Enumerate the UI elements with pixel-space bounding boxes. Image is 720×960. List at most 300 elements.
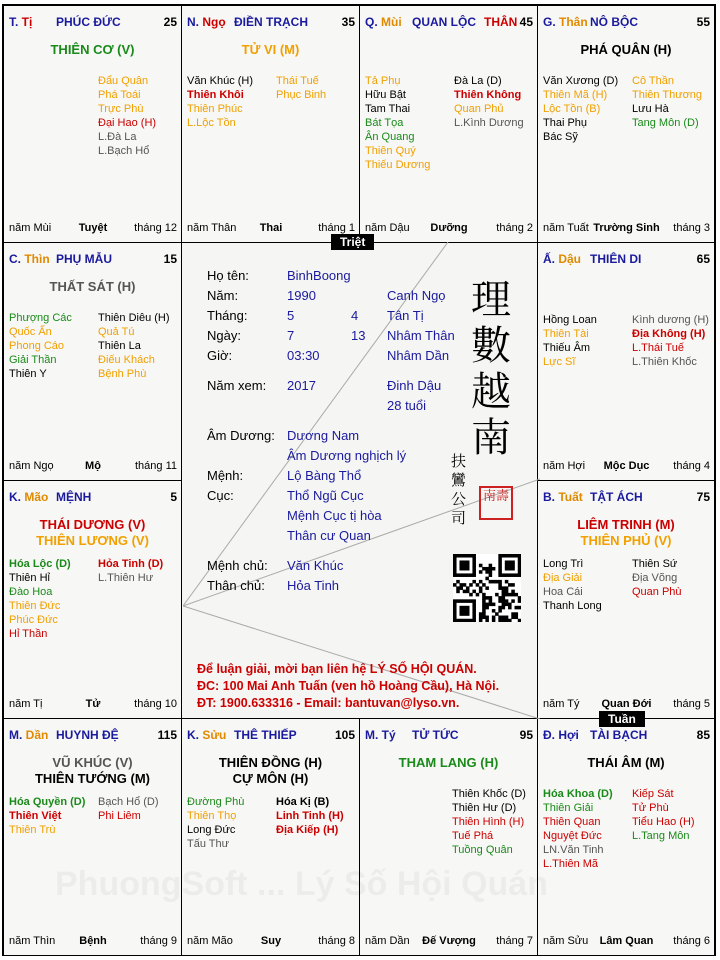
minor-star: Ân Quang: [365, 131, 415, 143]
footer-cycle-stage: Dưỡng: [430, 222, 468, 234]
palace-name: [56, 728, 119, 742]
palace-name-text: NÔ BỘC: [590, 15, 638, 29]
palace-stem-branch: [365, 728, 396, 742]
center-info-panel: [183, 242, 540, 719]
calligraphy-char: 南: [471, 415, 511, 461]
info-can-chi: Canh Ngọ: [387, 288, 446, 303]
minor-star: Thiên La: [98, 340, 141, 352]
footer-year: năm Tý: [543, 698, 580, 710]
palace-age-number: 45: [519, 15, 533, 29]
palace-cell: [537, 242, 715, 481]
contact-line: ĐT: 1900.633316 - Email: bantuvan@lyso.vn.: [197, 696, 460, 710]
minor-star: Thiếu Âm: [543, 342, 591, 354]
minor-star: Thiên Thương: [632, 89, 703, 101]
minor-star: Trực Phù: [98, 103, 144, 115]
am-duong-value: Dương Nam: [287, 428, 360, 443]
minor-star: Phúc Đức: [9, 614, 58, 626]
palace-footer: [543, 935, 710, 949]
minor-stars-right: [632, 74, 702, 130]
palace-cell: [359, 5, 538, 243]
palace-cell: [3, 5, 182, 243]
palace-branch: Dậu: [558, 252, 582, 266]
info-can-chi: Nhâm Thân: [387, 328, 455, 343]
palace-stem: Ấ.: [543, 252, 559, 266]
footer-month: tháng 8: [318, 935, 355, 947]
minor-stars-left: [187, 795, 244, 851]
minor-star: L.Bạch Hổ: [98, 145, 150, 157]
footer-year: năm Thân: [187, 222, 237, 234]
footer-year: năm Tuất: [543, 222, 589, 234]
minor-star: Hóa Khoa (D): [543, 788, 613, 800]
minor-star: Lưu Hà: [632, 103, 669, 115]
footer-month: tháng 3: [673, 222, 710, 234]
minor-star: Đại Hao (H): [98, 117, 157, 129]
minor-star: Lộc Tồn (B): [543, 103, 601, 115]
contact-line: ĐC: 100 Mai Anh Tuấn (ven hồ Hoàng Cầu), Hà Nội.: [197, 679, 500, 693]
minor-star: Đào Hoa: [9, 586, 53, 598]
palace-name-text: THIÊN DI: [590, 252, 642, 266]
footer-cycle-stage: Bệnh: [79, 935, 107, 947]
palace-age-number: 55: [696, 15, 710, 29]
minor-star: Thiên Trù: [9, 824, 56, 836]
info-label: Mệnh chủ:: [207, 558, 268, 573]
minor-star: Văn Khúc (H): [187, 75, 254, 87]
minor-star: Giải Thần: [9, 354, 57, 366]
main-star: PHÁ QUÂN (H): [580, 42, 672, 57]
footer-year: năm Tị: [9, 698, 43, 710]
palace-cell: [537, 480, 715, 719]
palace-age-number: 35: [341, 15, 355, 29]
minor-star: Địa Giải: [543, 572, 583, 584]
main-star: THIÊN TƯỚNG (M): [34, 771, 151, 786]
palace-footer: [365, 222, 533, 236]
minor-star: Hỉ Thần: [9, 628, 48, 640]
footer-cycle-stage: Suy: [260, 935, 282, 947]
menh-value: Lộ Bàng Thổ: [287, 468, 362, 483]
footer-cycle-stage: Mộc Dục: [603, 460, 650, 472]
minor-stars-right: [632, 557, 682, 599]
minor-star: Hữu Bật: [365, 89, 406, 101]
info-label: Giờ:: [207, 348, 233, 363]
seal-char: 公: [451, 490, 467, 508]
info-label: Ngày:: [207, 328, 241, 343]
calligraphy-char: 理: [471, 277, 511, 323]
minor-stars-right: [632, 313, 709, 369]
footer-year: năm Hợi: [543, 460, 586, 472]
info-label: Mệnh:: [207, 468, 244, 483]
footer-year: năm Dần: [365, 935, 410, 947]
palace-name-text: TỬ TỨC: [412, 728, 459, 742]
footer-year: năm Thìn: [9, 935, 56, 947]
minor-star: Phá Toái: [98, 89, 141, 101]
seal-char: 扶: [451, 452, 467, 470]
palace-stem: K.: [187, 728, 203, 742]
main-star: LIÊM TRINH (M): [577, 517, 675, 532]
palace-name: [56, 15, 121, 29]
minor-star: Nguyệt Đức: [543, 830, 602, 842]
info-value-lunar: 13: [351, 328, 366, 343]
minor-star: Long Trì: [543, 558, 584, 570]
main-star: THÁI ÂM (M): [587, 755, 665, 770]
palace-age-number: 115: [157, 728, 177, 742]
minor-star: L.Đà La: [98, 131, 137, 143]
minor-star: Thiên Mã (H): [543, 89, 608, 101]
palace-name-text: PHÚC ĐỨC: [56, 15, 121, 29]
palace-name: [590, 252, 641, 266]
palace-footer: [9, 222, 177, 236]
palace-stem-branch: [543, 728, 579, 742]
minor-star: Tuồng Quân: [452, 844, 513, 856]
minor-stars-right: [454, 74, 524, 130]
footer-cycle-stage: Tuyệt: [78, 222, 108, 234]
minor-star: Thiên Sứ: [632, 558, 678, 570]
minor-star: Lực Sĩ: [543, 356, 576, 368]
minor-stars-right: [98, 557, 163, 585]
palace-name: [56, 490, 91, 504]
palace-cell: [3, 718, 182, 956]
palace-footer: [543, 222, 710, 236]
minor-star: Điếu Khách: [98, 354, 155, 366]
minor-star: Đẩu Quân: [98, 75, 149, 87]
footer-cycle-stage: Mộ: [85, 460, 101, 472]
palace-footer: [187, 222, 355, 236]
main-star: THIÊN CƠ (V): [50, 42, 135, 57]
calligraphy-logo: [471, 278, 511, 462]
minor-star: Kiếp Sát: [632, 788, 674, 800]
footer-year: năm Ngọ: [9, 460, 54, 472]
minor-stars-left: [9, 795, 85, 837]
minor-stars-right: [452, 787, 526, 857]
tuan-badge: Tuần: [599, 711, 645, 727]
minor-star: Hóa Kị (B): [276, 796, 330, 808]
palace-stem: B.: [543, 490, 559, 504]
minor-star: Thanh Long: [543, 600, 602, 612]
palace-name-text: MỆNH: [56, 490, 92, 504]
footer-month: tháng 9: [140, 935, 177, 947]
menh-chu-value: Văn Khúc: [287, 558, 344, 573]
palace-stem: C.: [9, 252, 25, 266]
main-star: THIÊN ĐỒNG (H): [218, 755, 323, 770]
footer-year: năm Mão: [187, 935, 233, 947]
minor-star: Quốc Ấn: [9, 326, 52, 338]
palace-age-number: 15: [163, 252, 177, 266]
minor-star: Thiên Thọ: [187, 810, 237, 822]
minor-star: L.Thiên Khốc: [632, 356, 697, 368]
palace-branch: Mùi: [381, 15, 402, 29]
footer-cycle-stage: Trường Sinh: [593, 222, 660, 234]
info-can-chi: Đinh Dậu: [387, 378, 442, 393]
main-star: VŨ KHÚC (V): [52, 755, 133, 770]
palace-stem-branch: [187, 728, 226, 742]
info-value: 2017: [287, 378, 316, 393]
palace-footer: [543, 460, 710, 474]
palace-age-number: 95: [519, 728, 533, 742]
minor-star: Thiên Khốc (D): [452, 788, 526, 800]
minor-star: Thiên Không: [454, 89, 522, 101]
horoscope-chart: [2, 4, 716, 956]
palace-cell: [359, 718, 538, 956]
palace-age-number: 65: [696, 252, 710, 266]
minor-star: L.Thái Tuế: [632, 342, 684, 354]
minor-stars-right: [276, 74, 326, 102]
company-seal-text: [451, 452, 466, 528]
minor-star: Tấu Thư: [187, 838, 230, 850]
footer-month: tháng 12: [134, 222, 177, 234]
minor-star: Phong Cáo: [9, 340, 65, 352]
info-value-lunar: 4: [351, 308, 359, 323]
info-label: Năm xem:: [207, 378, 267, 393]
palace-footer: [187, 935, 355, 949]
palace-name-text: QUAN LỘC: [412, 15, 476, 29]
palace-name: [56, 252, 112, 266]
palace-age-number: 85: [696, 728, 710, 742]
minor-star: Văn Xương (D): [543, 75, 619, 87]
minor-star: Thiên Quan: [543, 816, 601, 828]
cuc-value: Thổ Ngũ Cục: [287, 488, 364, 503]
minor-star: Hồng Loan: [543, 314, 597, 326]
palace-branch: Thìn: [24, 252, 50, 266]
minor-star: Địa Không (H): [632, 328, 706, 340]
than-cu-note: Thân cư Quan: [287, 528, 371, 543]
palace-cell: [537, 5, 715, 243]
palace-branch: Tý: [381, 728, 396, 742]
seal-char: 司: [451, 509, 467, 527]
palace-footer: [9, 698, 177, 712]
palace-footer: [9, 935, 177, 949]
minor-star: L.Thiên Mã: [543, 858, 599, 870]
minor-stars-left: [187, 74, 253, 130]
palace-cell: [3, 480, 182, 719]
minor-star: Thiên Tài: [543, 328, 589, 340]
palace-stem: K.: [9, 490, 25, 504]
triet-badge: Triệt: [331, 234, 374, 250]
minor-star: Hoa Cái: [543, 586, 583, 598]
minor-star: L.Thiên Hư: [98, 572, 154, 584]
minor-star: Thiên Y: [9, 368, 47, 380]
main-star: THIÊN LƯƠNG (V): [36, 533, 149, 548]
footer-cycle-stage: Lâm Quan: [599, 935, 654, 947]
palace-branch: Mão: [24, 490, 49, 504]
minor-stars-right: [98, 311, 170, 381]
than-marker: THÂN: [484, 15, 518, 29]
age-value: 28 tuổi: [387, 398, 427, 413]
minor-star: L.Kình Dương: [454, 117, 524, 129]
minor-stars-right: [98, 795, 159, 823]
minor-stars-left: [543, 313, 597, 369]
minor-star: Thiên Việt: [9, 810, 62, 822]
palace-age-number: 75: [696, 490, 710, 504]
palace-cell: [181, 5, 360, 243]
palace-footer: [543, 698, 710, 712]
minor-star: Thiên Đức: [9, 600, 61, 612]
palace-stem: M.: [9, 728, 26, 742]
minor-stars-right: [276, 795, 344, 837]
minor-star: Tuế Phá: [452, 830, 494, 842]
info-label: Tháng:: [207, 308, 248, 323]
minor-star: Hóa Quyền (D): [9, 796, 86, 808]
minor-star: Thiên Hỉ: [9, 572, 50, 584]
palace-name: [412, 728, 459, 742]
footer-month: tháng 5: [673, 698, 710, 710]
red-seal-stamp: 南壽: [479, 486, 513, 520]
minor-star: Linh Tinh (H): [276, 810, 344, 822]
minor-star: Quan Phù: [632, 586, 682, 598]
minor-star: Thiên Hư (D): [452, 802, 517, 814]
palace-name: [412, 15, 517, 29]
palace-stem-branch: [543, 490, 583, 504]
info-can-chi: Tân Tị: [387, 308, 424, 323]
minor-star: Bác Sỹ: [543, 131, 578, 143]
palace-name-text: THÊ THIẾP: [234, 728, 297, 742]
calligraphy-char: 數: [471, 323, 511, 369]
minor-star: Thái Tuế: [276, 75, 319, 87]
minor-star: Hỏa Tinh (D): [98, 558, 164, 570]
minor-star: Thiên Hình (H): [452, 816, 525, 828]
minor-stars-left: [9, 311, 72, 381]
minor-star: Tang Môn (D): [632, 117, 699, 129]
palace-footer: [365, 935, 533, 949]
minor-stars-left: [543, 787, 613, 871]
footer-month: tháng 1: [318, 222, 355, 234]
minor-star: Tử Phù: [632, 802, 669, 814]
minor-star: Thiếu Dương: [365, 159, 431, 171]
palace-stem-branch: [543, 252, 581, 266]
palace-name-text: TÀI BẠCH: [590, 728, 648, 742]
palace-stem-branch: [9, 728, 48, 742]
qr-code-icon: [453, 554, 521, 622]
minor-star: Long Đức: [187, 824, 236, 836]
palace-branch: Hợi: [558, 728, 579, 742]
palace-cell: [537, 718, 715, 956]
than-chu-value: Hỏa Tinh: [287, 578, 340, 593]
seal-char: 鸞: [451, 471, 467, 489]
minor-star: Quả Tú: [98, 326, 135, 338]
palace-stem-branch: [9, 252, 50, 266]
palace-branch: Dần: [25, 728, 49, 742]
main-star: TỬ VI (M): [241, 42, 300, 57]
footer-month: tháng 2: [496, 222, 533, 234]
minor-star: Bát Tọa: [365, 117, 404, 129]
minor-stars-right: [98, 74, 156, 158]
palace-name-text: ĐIỀN TRẠCH: [234, 15, 308, 29]
palace-stem-branch: [187, 15, 226, 29]
footer-cycle-stage: Tử: [85, 698, 101, 710]
palace-branch: Thân: [559, 15, 588, 29]
footer-month: tháng 11: [134, 460, 177, 472]
palace-name: [234, 15, 308, 29]
palace-name: [234, 728, 297, 742]
palace-stem: T.: [9, 15, 22, 29]
info-label: Cục:: [207, 488, 234, 503]
footer-year: năm Mùi: [9, 222, 52, 234]
minor-star: Đường Phù: [187, 796, 245, 808]
minor-star: Bệnh Phù: [98, 368, 147, 380]
contact-line: Để luận giải, mời bạn liên hệ LÝ SỐ HỘI QUÁN.: [197, 662, 477, 676]
minor-star: L.Tang Môn: [632, 830, 690, 842]
palace-branch: Ngọ: [202, 15, 226, 29]
minor-star: Thai Phụ: [543, 117, 588, 129]
am-duong-note: Âm Dương nghịch lý: [287, 448, 407, 463]
palace-branch: Sửu: [202, 728, 227, 742]
palace-age-number: 25: [163, 15, 177, 29]
minor-star: Tiểu Hao (H): [632, 816, 695, 828]
palace-stem-branch: [9, 15, 32, 29]
palace-stem-branch: [365, 15, 402, 29]
info-label: Năm:: [207, 288, 239, 303]
info-label: Âm Dương:: [207, 428, 275, 443]
info-value: 7: [287, 328, 295, 343]
main-star: THIÊN PHỦ (V): [580, 533, 672, 548]
minor-star: Quan Phủ: [454, 103, 504, 115]
main-star: CỰ MÔN (H): [232, 771, 309, 786]
palace-name: [590, 15, 638, 29]
palace-branch: Tuất: [558, 490, 583, 504]
cuc-note: Mệnh Cục tị hòa: [287, 508, 382, 523]
minor-star: Thiên Giải: [543, 802, 594, 814]
palace-footer: [9, 460, 177, 474]
palace-name-text: TẬT ÁCH: [590, 490, 643, 504]
footer-month: tháng 4: [673, 460, 710, 472]
footer-cycle-stage: Quan Đới: [601, 698, 652, 710]
footer-month: tháng 7: [496, 935, 533, 947]
minor-star: Địa Võng: [632, 572, 678, 584]
info-label: Họ tên:: [207, 268, 249, 283]
minor-star: Bạch Hổ (D): [98, 796, 159, 808]
info-label: Thân chủ:: [207, 578, 265, 593]
palace-stem: N.: [187, 15, 203, 29]
minor-star: Thiên Quý: [365, 145, 416, 157]
palace-name-text: PHỤ MẪU: [56, 252, 112, 266]
main-star: THẤT SÁT (H): [49, 279, 136, 294]
minor-stars-right: [632, 787, 695, 843]
palace-stem-branch: [543, 15, 588, 29]
info-value: BinhBoong: [287, 268, 351, 283]
minor-star: Kình dương (H): [632, 314, 709, 326]
minor-stars-left: [365, 74, 430, 172]
palace-name: [590, 728, 647, 742]
minor-star: L.Lộc Tồn: [187, 117, 236, 129]
minor-star: Thiên Diêu (H): [98, 312, 170, 324]
palace-stem-branch: [9, 490, 48, 504]
minor-star: Tả Phụ: [365, 75, 401, 87]
footer-cycle-stage: Thai: [259, 222, 283, 234]
palace-stem: G.: [543, 15, 560, 29]
footer-cycle-stage: Đế Vượng: [422, 935, 476, 947]
minor-star: Phượng Các: [9, 312, 72, 324]
minor-star: Tam Thai: [365, 103, 411, 115]
palace-stem: Q.: [365, 15, 382, 29]
palace-stem: Đ.: [543, 728, 559, 742]
palace-name-text: HUYNH ĐỆ: [56, 728, 119, 742]
minor-star: Phục Binh: [276, 89, 327, 101]
palace-name: [590, 490, 643, 504]
minor-star: Địa Kiếp (H): [276, 824, 339, 836]
minor-star: LN.Văn Tinh: [543, 844, 604, 856]
palace-branch: Tị: [21, 15, 33, 29]
minor-stars-left: [543, 557, 602, 613]
info-can-chi: Nhâm Dần: [387, 348, 450, 363]
minor-star: Cô Thần: [632, 75, 674, 87]
footer-month: tháng 6: [673, 935, 710, 947]
info-value: 1990: [287, 288, 316, 303]
footer-month: tháng 10: [134, 698, 177, 710]
minor-stars-left: [543, 74, 618, 144]
minor-star: Hóa Lộc (D): [9, 558, 71, 570]
footer-year: năm Sửu: [543, 935, 589, 947]
minor-star: Thiên Khôi: [187, 89, 244, 101]
palace-cell: [181, 718, 360, 956]
main-star: THAM LANG (H): [398, 755, 499, 770]
